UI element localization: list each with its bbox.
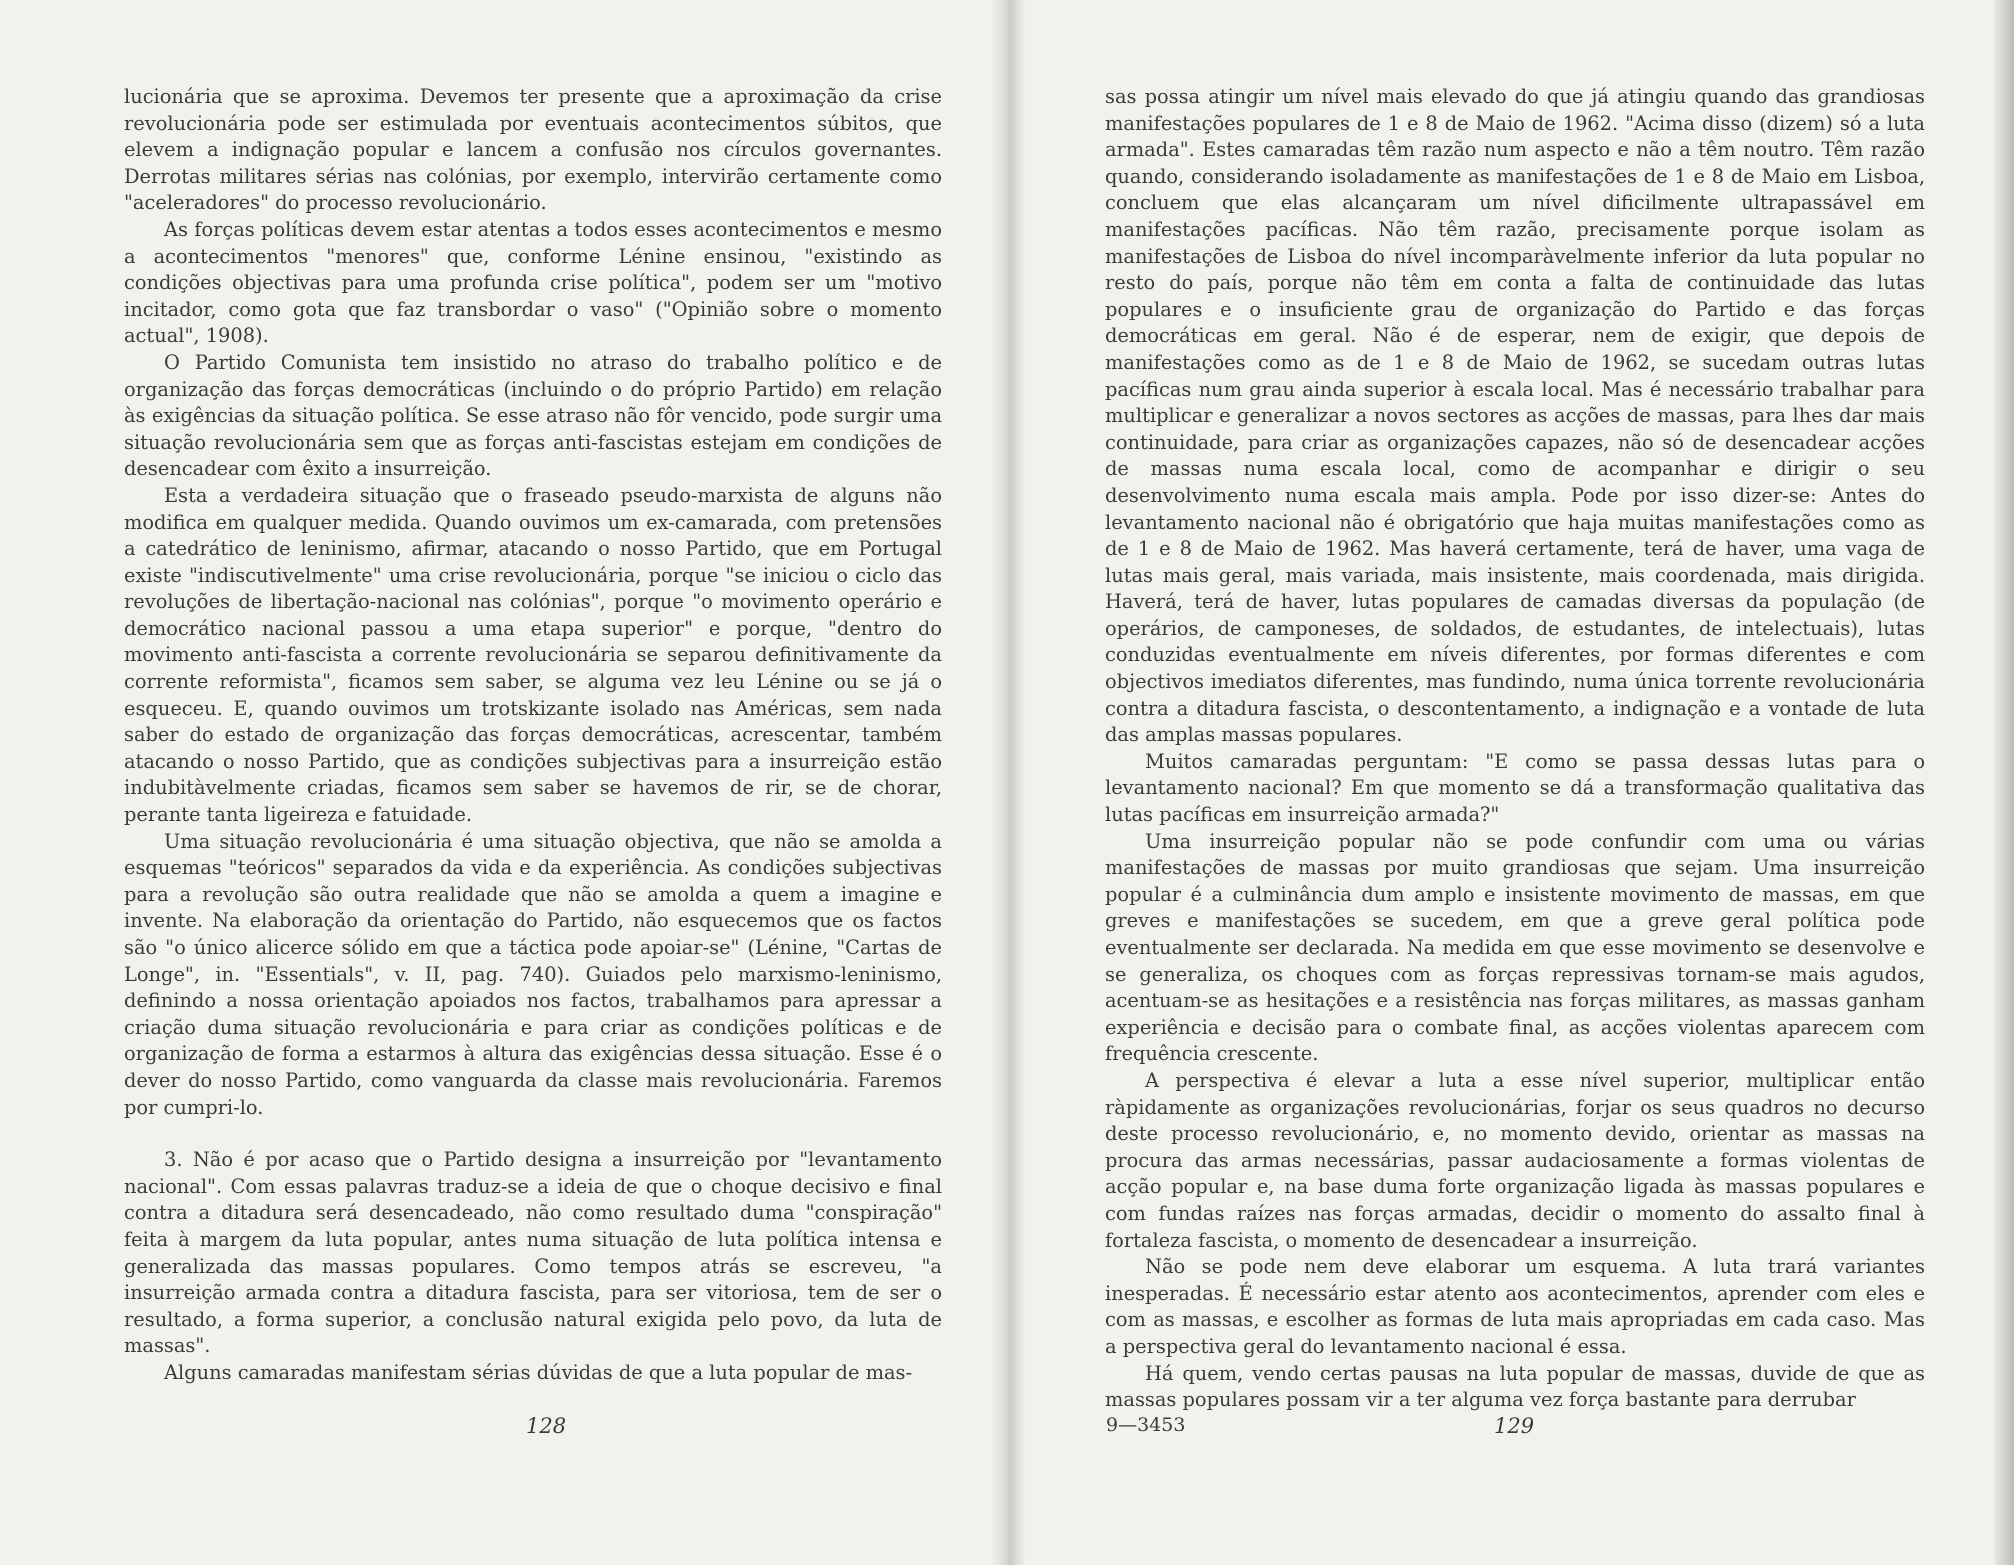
page-number: 129 (1494, 1414, 1535, 1438)
signature-mark: 9—3453 (1106, 1414, 1186, 1436)
paragraph: Muitos camaradas perguntam: "E como se passa dessas lutas para o levantamento nacional? Em que momento se dá a transformação qualitativa das lutas pacíficas em insurreição armada?" (1105, 749, 1925, 827)
left-page-text (124, 84, 942, 1387)
paragraph: Uma insurreição popular não se pode confundir com uma ou várias manifestações de massas por muito grandiosas que sejam. Uma insurreição popular é a culminância dum amplo e insistente movimento de massas, em que greves e manifestações se sucedem, em que a greve geral política pode eventualmente ser declarada. Na medida em que esse movimento se desenvolve e se generaliza, os choques com as forças repressivas tornam-se mais agudos, acentuam-se as hesitações e a resistência nas forças militares, as massas ganham experiência e decisão para o combate final, as acções violentas aparecem com frequência crescente. (1105, 829, 1925, 1066)
paragraph: 3. Não é por acaso que o Partido designa a insurreição por "levantamento nacional". Com essas palavras traduz-se a ideia de que o choque decisivo e final contra a ditadura será desencadeado, não como resultado duma "conspiração" feita à margem da luta popular, antes numa situação de luta política intensa e generalizada das massas populares. Como tempos atrás se escreveu, "a insurreição armada contra a ditadura fascista, para ser vitoriosa, tem de ser o resultado, a forma superior, a conclusão natural exigida pelo povo, da luta de massas". (124, 1148, 942, 1358)
right-page-text (1105, 84, 1925, 1414)
page-edge (1994, 0, 2014, 1565)
paragraph: A perspectiva é elevar a luta a esse nível superior, multiplicar então ràpidamente as organizações revolucionárias, forjar os seus quadros no decurso deste processo revolucionário, e, no momento devido, orientar as massas na procura das armas necessárias, passar audaciosamente a formas violentas de acção popular e, na base duma forte organização ligada às massas populares e com fundas raízes nas forças armadas, decidir o momento do assalto final à fortaleza fascista, o momento de desencadear a insurreição. (1105, 1068, 1925, 1252)
paragraph: Uma situação revolucionária é uma situação objectiva, que não se amolda a esquemas "teóricos" separados da vida e da experiência. As condições subjectivas para a revolução são outra realidade que não se amolda a quem a imagine e invente. Na elaboração da orientação do Partido, não esquecemos que os factos são "o único alicerce sólido em que a táctica pode apoiar-se" (Lénine, "Cartas de Longe", in. "Essentials", v. II, pag. 740). Guiados pelo marxismo-leninismo, definindo a nossa orientação apoiados nos factos, trabalhamos para apressar a criação duma situação revolucionária e para criar as condições políticas e de organização de forma a estarmos à altura das exigências dessa situação. Esse é o dever do nosso Partido, como vanguarda da classe mais revolucionária. Faremos por cumpri-lo. (124, 829, 942, 1119)
paragraph: Alguns camaradas manifestam sérias dúvidas de que a luta popular de mas- (164, 1360, 913, 1384)
paragraph: Há quem, vendo certas pausas na luta popular de massas, duvide de que as massas populares possam vir a ter alguma vez força bastante para derrubar (1105, 1361, 1925, 1412)
paragraph: sas possa atingir um nível mais elevado do que já atingiu quando das grandiosas manifestações populares de 1 e 8 de Maio de 1962. "Acima disso (dizem) só a luta armada". Estes camaradas têm razão num aspecto e não a têm noutro. Têm razão quando, considerando isoladamente as manifestações de 1 e 8 de Maio em Lisboa, concluem que elas alcançaram um nível dificilmente ultrapassável em manifestações pacíficas. Não têm razão, precisamente porque isolam as manifestações de Lisboa do nível incomparàvelmente inferior da luta popular no resto do país, porque não têm em conta a falta de continuidade das lutas populares e o insuficiente grau de organização do Partido e das forças democráticas em geral. Não é de esperar, nem de exigir, que depois de manifestações como as de 1 e 8 de Maio de 1962, se sucedam outras lutas pacíficas num grau ainda superior à escala local. Mas é necessário trabalhar para multiplicar e generalizar a novos sectores as acções de massas, para lhes dar mais continuidade, para criar as organizações capazes, não só de desencadear acções de massas numa escala local, como de acompanhar e dirigir o seu desenvolvimento numa escala mais ampla. Pode por isso dizer-se: Antes do levantamento nacional não é obrigatório que haja muitas manifestações como as de 1 e 8 de Maio de 1962. Mas haverá certamente, terá de haver, uma vaga de lutas mais geral, mais variada, mais insistente, mais coordenada, mais dirigida. Haverá, terá de haver, lutas populares de camadas diversas da população (de operários, de camponeses, de soldados, de estudantes, de intelectuais), lutas conduzidas eventualmente em níveis diferentes, por formas diferentes e com objectivos imediatos diferentes, mas fundindo, numa única torrente revolucionária contra a ditadura fascista, o descontentamento, a indignação e a vontade de luta das amplas massas populares. (1105, 85, 1925, 747)
paragraph: O Partido Comunista tem insistido no atraso do trabalho político e de organização das forças democráticas (incluindo o do próprio Partido) em relação às exigências da situação política. Se esse atraso não fôr vencido, pode surgir uma situação revolucionária sem que as forças anti-fascistas estejam em condições de desencadear com êxito a insurreição. (124, 350, 942, 481)
right-page (1010, 0, 2014, 1565)
paragraph: lucionária que se aproxima. Devemos ter presente que a aproximação da crise revolucionária pode ser estimulada por eventuais acontecimentos súbitos, que elevem a indignação popular e lancem a confusão nos círculos governantes. Derrotas militares sérias nas colónias, por exemplo, intervirão certamente como "aceleradores" do processo revolucionário. (124, 85, 942, 215)
paragraph: Não se pode nem deve elaborar um esquema. A luta trará variantes inesperadas. É necessário estar atento aos acontecimentos, aprender com eles e com as massas, e escolher as formas de luta mais apropriadas em cada caso. Mas a perspectiva geral do levantamento nacional é essa. (1105, 1255, 1925, 1358)
paragraph: Esta a verdadeira situação que o fraseado pseudo-marxista de alguns não modifica em qualquer medida. Quando ouvimos um ex-camarada, com pretensões a catedrático de leninismo, afirmar, atacando o nosso Partido, que em Portugal existe "indiscutivelmente" uma crise revolucionária, porque "se iniciou o ciclo das revoluções de libertação-nacional nas colónias", porque "o movimento operário e democrático nacional passou a uma etapa superior" e porque, "dentro do movimento anti-fascista a corrente revolucionária se separou definitivamente da corrente reformista", ficamos sem saber, se alguma vez leu Lénine ou se já o esqueceu. E, quando ouvimos um trotskizante isolado nas Américas, sem nada saber do estado de organização das forças democráticas, acrescentar, também atacando o nosso Partido, que as condições subjectivas para a insurreição estão indubitàvelmente criadas, ficamos sem saber se havemos de rir, se de chorar, perante tanta ligeireza e fatuidade. (124, 483, 942, 827)
paragraph: As forças políticas devem estar atentas a todos esses acontecimentos e mesmo a acontecimentos "menores" que, conforme Lénine ensinou, "existindo as condições objectivas para uma profunda crise política", podem ser um "motivo incitador, como gota que faz transbordar o vaso" ("Opinião sobre o momento actual", 1908). (124, 217, 942, 348)
page-number: 128 (526, 1414, 567, 1438)
